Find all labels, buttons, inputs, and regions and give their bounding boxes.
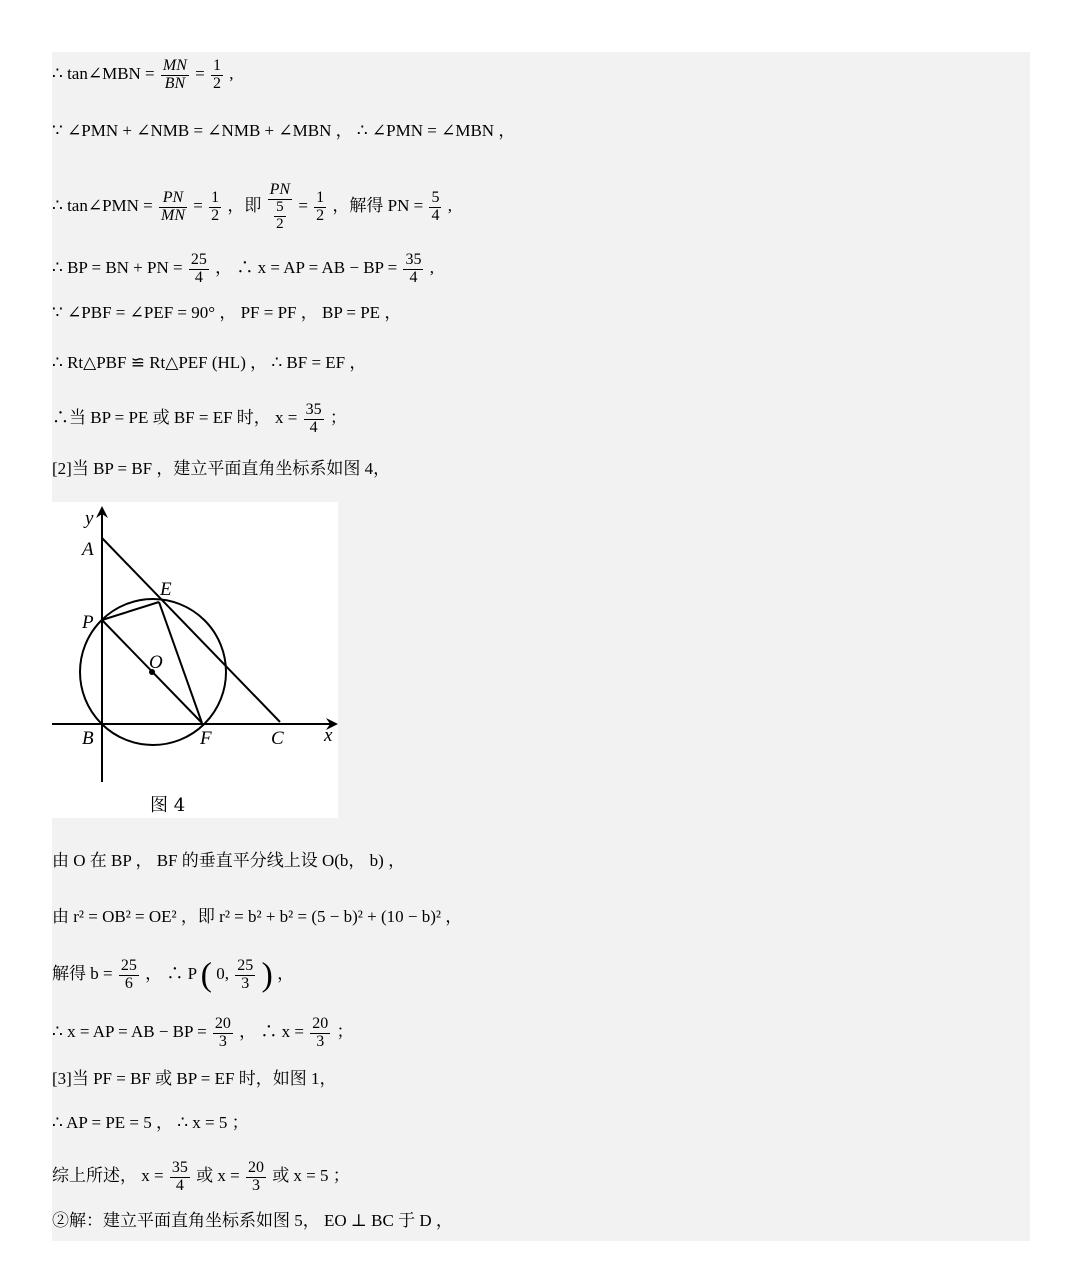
solution-line-10	[52, 906, 462, 928]
fraction-pn-mn: $\frac{PN}{MN}$	[161, 188, 186, 224]
text: ， ∴ x = AP = AB − BP =	[215, 258, 398, 278]
solution-line-2	[52, 120, 515, 142]
text: ，即	[227, 196, 262, 216]
text: =	[193, 196, 203, 216]
fraction-25-4: $\frac{25}{4}$	[190, 251, 207, 286]
text: =	[298, 196, 308, 216]
solution-line-11	[52, 958, 294, 993]
text: ∴ Rt△PBF ≌ Rt△PEF (HL) ， ∴ BF = EF ，	[52, 353, 367, 372]
text: ，解得 PN =	[332, 196, 424, 216]
text: ,	[429, 258, 434, 278]
solution-line-7	[52, 402, 347, 437]
label-b: B	[82, 728, 94, 749]
text: ；	[329, 408, 347, 428]
solution-line-14	[52, 1112, 249, 1134]
label-c: C	[271, 728, 284, 749]
text: ，	[277, 964, 295, 984]
solution-line-4	[52, 252, 434, 287]
text: 或 x = 5 ；	[272, 1166, 350, 1186]
solution-line-1	[52, 58, 234, 93]
fraction-35-4: $\frac{35}{4}$	[171, 1159, 188, 1194]
label-y: y	[85, 508, 94, 529]
solution-line-6	[52, 352, 366, 374]
label-f: F	[200, 728, 212, 749]
fraction-20-3: $\frac{20}{3}$	[214, 1015, 231, 1050]
fraction-one-half: $\frac{1}{2}$	[213, 57, 221, 92]
fraction-20-3: $\frac{20}{3}$	[247, 1159, 264, 1194]
text: ∴ x = AP = AB − BP =	[52, 1022, 207, 1042]
solution-line-12	[52, 1016, 354, 1051]
solution-line-8	[52, 458, 390, 480]
text: ∴ AP = PE = 5 ， ∴ x = 5 ；	[52, 1113, 249, 1132]
text: ∴ tan∠MBN =	[52, 64, 155, 84]
text: ②解：建立平面直角坐标系如图 5， EO ⊥ BC 于 D ，	[52, 1211, 453, 1230]
solution-line-13	[52, 1068, 336, 1090]
text: 综上所述， x =	[52, 1166, 164, 1186]
fraction-five-halves: $\frac{5}{2}$	[276, 198, 284, 232]
text: ∵ ∠PMN + ∠NMB = ∠NMB + ∠MBN ， ∴ ∠PMN = ∠MBN ，	[52, 121, 516, 140]
text: [2]当 BP = BF ，建立平面直角坐标系如图 4，	[52, 459, 391, 478]
text: ∴ tan∠PMN =	[52, 196, 153, 216]
text: 由 O 在 BP ， BF 的垂直平分线上设 O(b， b) ，	[52, 851, 406, 870]
fraction-25-6: $\frac{25}{6}$	[120, 957, 137, 992]
text: ,	[447, 196, 452, 216]
text: 或 x =	[196, 1166, 240, 1186]
text: ∵ ∠PBF = ∠PEF = 90° ， PF = PF ， BP = PE ，	[52, 303, 402, 322]
fraction-mn-bn: $\frac{MN}{BN}$	[162, 57, 187, 92]
left-paren: (	[200, 956, 212, 994]
fraction-25-3: $\frac{25}{3}$	[237, 957, 254, 992]
label-e: E	[160, 579, 172, 600]
text: ,	[229, 64, 234, 84]
solution-line-3	[52, 182, 452, 232]
text: ∴ BP = BN + PN =	[52, 258, 183, 278]
fraction-one-half: $\frac{1}{2}$	[211, 188, 220, 224]
label-o: O	[149, 652, 163, 673]
solution-line-5	[52, 302, 401, 324]
fraction-five-quarters: $\frac{5}{4}$	[431, 188, 440, 224]
text: 由 r² = OB² = OE² ，即 r² = b² + b² = (5 − b)² + (10 − b)² ，	[52, 907, 463, 926]
solution-line-16	[52, 1210, 453, 1232]
solution-line-15	[52, 1160, 350, 1195]
text: 解得 b =	[52, 964, 113, 984]
figure-caption: 图 4	[150, 795, 186, 816]
segment-pe	[102, 602, 159, 620]
fraction-20-3: $\frac{20}{3}$	[312, 1015, 329, 1050]
text: ；	[336, 1022, 354, 1042]
label-p: P	[82, 612, 94, 633]
text: [3]当 PF = BF 或 BP = EF 时，如图 1，	[52, 1069, 337, 1088]
label-x: x	[324, 725, 333, 746]
right-paren: )	[261, 956, 273, 994]
geometry-diagram	[52, 502, 338, 818]
fraction-pn-over-five-halves: $\frac{PN}{\frac{5}{2}}$	[269, 181, 291, 232]
solution-line-9	[52, 850, 405, 872]
figure-4	[52, 502, 338, 818]
text: ∴当 BP = PE 或 BF = EF 时， x =	[52, 408, 298, 428]
fraction-one-half: $\frac{1}{2}$	[316, 188, 325, 224]
text: 0,	[216, 964, 229, 984]
fraction-35-4: $\frac{35}{4}$	[405, 251, 422, 286]
label-a: A	[82, 539, 94, 560]
text: =	[195, 64, 205, 84]
text: ， ∴ x =	[239, 1022, 305, 1042]
text: ， ∴ P	[145, 964, 197, 984]
fraction-35-4: $\frac{35}{4}$	[305, 401, 322, 436]
